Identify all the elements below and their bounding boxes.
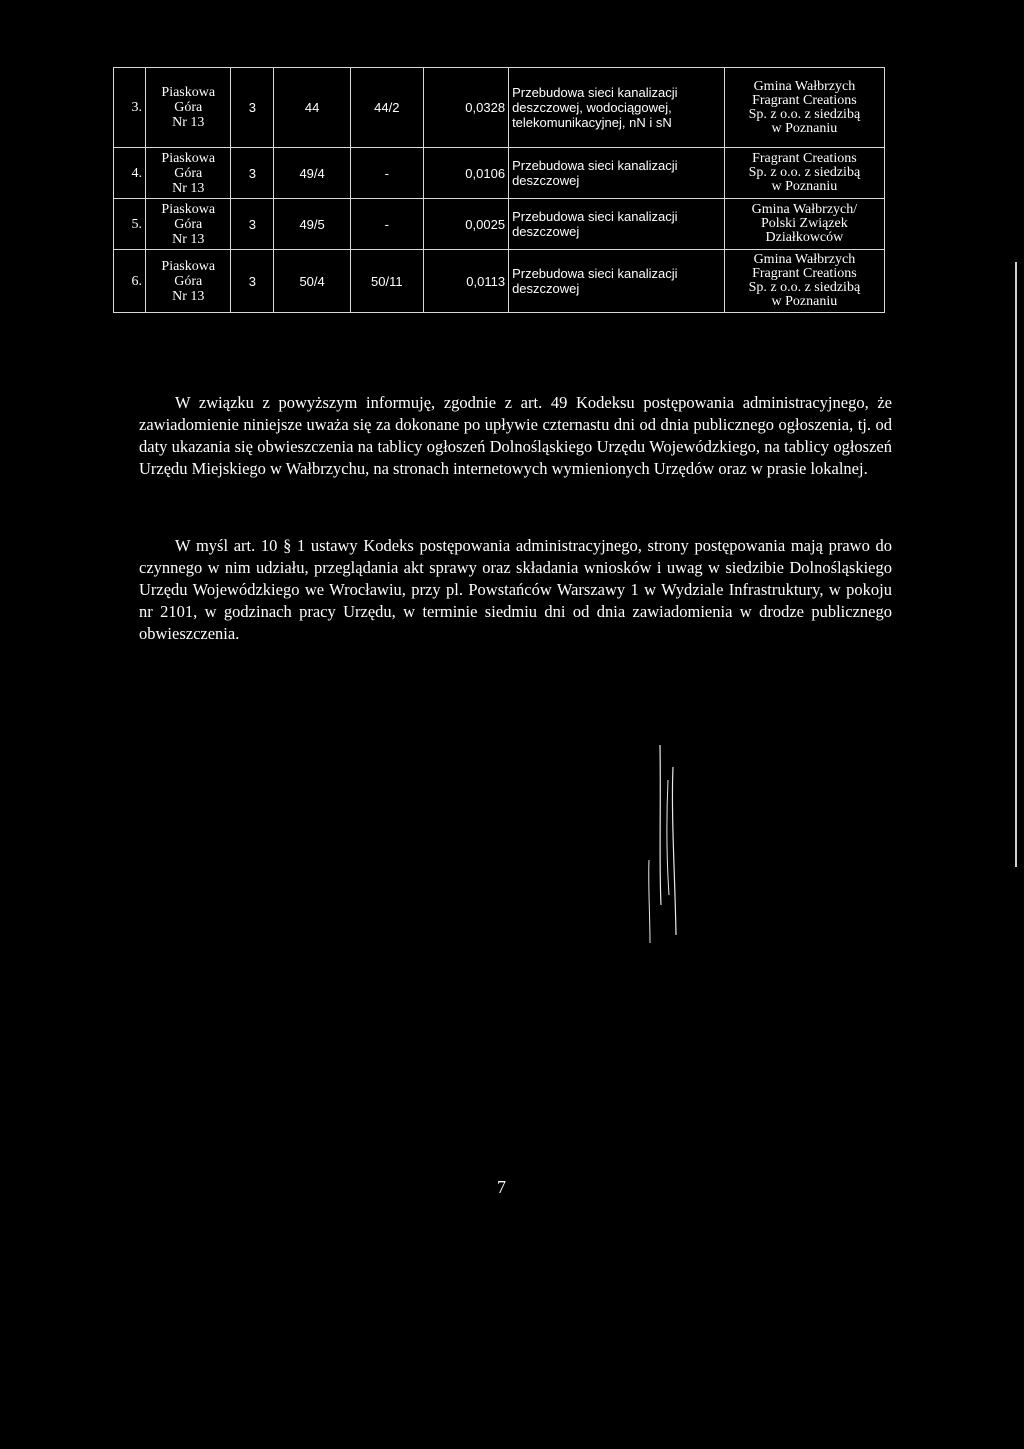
parcel-number-cell: 50/4 bbox=[274, 250, 351, 313]
area-cell: 0,0328 bbox=[423, 68, 508, 148]
description-cell-line: deszczowej bbox=[512, 281, 580, 296]
owner-cell-line: Fragrant Creations bbox=[752, 151, 857, 166]
page-number: 7 bbox=[497, 1177, 506, 1197]
location-cell-line: Nr 13 bbox=[172, 115, 205, 130]
owner-cell-line: Sp. z o.o. z siedzibą bbox=[748, 165, 861, 180]
table-row bbox=[114, 148, 885, 199]
area-cell: 0,0106 bbox=[423, 148, 508, 199]
parcel-number-cell: 49/4 bbox=[274, 148, 351, 199]
owner-cell-line: w Poznaniu bbox=[771, 179, 838, 194]
row-number: 6. bbox=[114, 250, 146, 313]
parcels-table bbox=[113, 67, 885, 313]
parcels-table-body bbox=[114, 68, 885, 313]
description-cell-line: Przebudowa sieci kanalizacji bbox=[512, 266, 678, 281]
location-cell-line: Góra bbox=[174, 216, 203, 232]
obreb-cell: 3 bbox=[231, 148, 274, 199]
owner-cell-line: Sp. z o.o. z siedzibą bbox=[748, 280, 861, 295]
row-number: 3. bbox=[114, 68, 146, 148]
obreb-cell: 3 bbox=[231, 68, 274, 148]
description-cell-line: deszczowej bbox=[512, 173, 580, 188]
location-cell-line: Piaskowa bbox=[161, 150, 216, 166]
description-cell-line: telekomunikacyjnej, nN i sN bbox=[512, 115, 672, 130]
owner-cell-line: Gmina Wałbrzych bbox=[753, 252, 856, 267]
location-cell-line: Nr 13 bbox=[172, 288, 205, 304]
owner-cell-line: Fragrant Creations bbox=[752, 266, 857, 281]
area-cell: 0,0025 bbox=[423, 199, 508, 250]
location-cell bbox=[146, 68, 231, 148]
table-row bbox=[114, 199, 885, 250]
paragraph-art-49 bbox=[139, 392, 892, 480]
table-row bbox=[114, 250, 885, 313]
owner-cell-line: w Poznaniu bbox=[771, 120, 838, 136]
location-cell-line: Piaskowa bbox=[161, 258, 216, 274]
row-number: 4. bbox=[114, 148, 146, 199]
parcel-division-cell: - bbox=[351, 148, 424, 199]
handwritten-signature bbox=[644, 745, 684, 945]
owner-cell-line: Gmina Wałbrzych/ bbox=[751, 202, 858, 217]
owner-cell bbox=[724, 68, 884, 148]
obreb-cell: 3 bbox=[231, 199, 274, 250]
owner-cell bbox=[724, 148, 884, 199]
owner-cell-line: w Poznaniu bbox=[771, 294, 838, 309]
parcel-division-cell: 44/2 bbox=[351, 68, 424, 148]
description-cell bbox=[509, 148, 725, 199]
owner-cell-line: Gmina Wałbrzych bbox=[753, 78, 856, 94]
location-cell bbox=[146, 148, 231, 199]
owner-cell-line: Polski Związek bbox=[761, 216, 848, 231]
description-cell-line: Przebudowa sieci kanalizacji bbox=[512, 85, 678, 100]
owner-cell bbox=[724, 250, 884, 313]
obreb-cell: 3 bbox=[231, 250, 274, 313]
description-cell-line: deszczowej, wodociągowej, bbox=[512, 100, 672, 115]
parcel-number-cell: 44 bbox=[274, 68, 351, 148]
owner-cell bbox=[724, 199, 884, 250]
owner-cell-line: Fragrant Creations bbox=[752, 92, 857, 108]
description-cell bbox=[509, 250, 725, 313]
location-cell bbox=[146, 250, 231, 313]
location-cell-line: Piaskowa bbox=[161, 201, 216, 217]
description-cell bbox=[509, 68, 725, 148]
owner-cell-line: Działkowców bbox=[765, 230, 844, 245]
description-cell-line: Przebudowa sieci kanalizacji bbox=[512, 158, 678, 173]
location-cell-line: Nr 13 bbox=[172, 180, 205, 196]
scan-margin-line bbox=[1015, 262, 1017, 867]
owner-cell-line: Sp. z o.o. z siedzibą bbox=[748, 106, 861, 122]
location-cell bbox=[146, 199, 231, 250]
description-cell-line: deszczowej bbox=[512, 224, 580, 239]
description-cell bbox=[509, 199, 725, 250]
parcel-division-cell: - bbox=[351, 199, 424, 250]
area-cell: 0,0113 bbox=[423, 250, 508, 313]
location-cell-line: Nr 13 bbox=[172, 231, 205, 247]
table-row bbox=[114, 68, 885, 148]
parcel-number-cell: 49/5 bbox=[274, 199, 351, 250]
paragraph-art-10-text: W myśl art. 10 § 1 ustawy Kodeks postępowania administracyjnego, strony postępowania mają prawo do czynnego w nim udziału, przeglądania akt sprawy oraz składania wniosków i uwag w siedzibie Dolnośląskiego Urzędu Wojewódzkiego we Wrocławiu, przy pl. Powstańców Warszawy 1 w Wydziale Infrastruktury, w pokoju nr 2101, w godzinach pracy Urzędu, w terminie siedmiu dni od dnia zawiadomienia w drodze publicznego obwieszczenia. bbox=[139, 536, 892, 643]
paragraph-art-10 bbox=[139, 535, 892, 645]
location-cell-line: Góra bbox=[174, 165, 203, 181]
location-cell-line: Góra bbox=[174, 273, 203, 289]
parcel-division-cell: 50/11 bbox=[351, 250, 424, 313]
location-cell-line: Piaskowa bbox=[161, 85, 216, 100]
row-number: 5. bbox=[114, 199, 146, 250]
location-cell-line: Góra bbox=[174, 100, 203, 115]
paragraph-art-49-text: W związku z powyższym informuję, zgodnie z art. 49 Kodeksu postępowania administracyjnego, że zawiadomienie niniejsze uważa się za dokonane po upływie czternastu dni od dnia publicznego ogłoszenia, tj. od daty ukazania się obwieszczenia na tablicy ogłoszeń Dolnośląskiego Urzędu Wojewódzkiego, na tablicy ogłoszeń Urzędu Miejskiego w Wałbrzychu, na stronach internetowych wymienionych Urzędów oraz w prasie lokalnej. bbox=[139, 393, 892, 478]
description-cell-line: Przebudowa sieci kanalizacji bbox=[512, 209, 678, 224]
